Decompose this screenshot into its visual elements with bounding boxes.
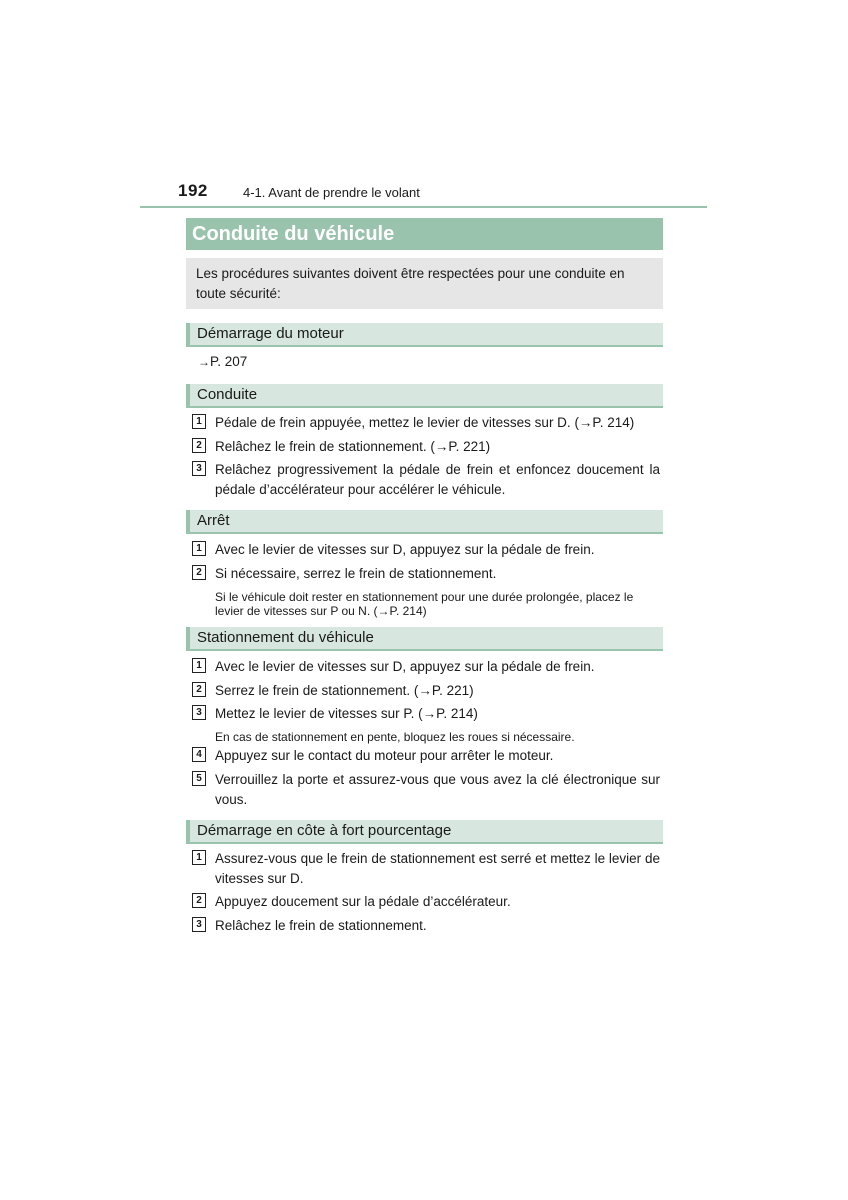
step-text: Verrouillez la porte et assurez-vous que vous avez la clé électronique sur vous. bbox=[215, 772, 660, 807]
step-item bbox=[192, 413, 660, 433]
page-header bbox=[178, 181, 658, 205]
step-text: Assurez-vous que le frein de stationnement est serré et mettez le levier de vitesses sur D. bbox=[215, 851, 660, 886]
step-number-badge: 3 bbox=[192, 705, 206, 720]
step-number-badge: 1 bbox=[192, 850, 206, 865]
step-text: Pédale de frein appuyée, mettez le levier de vitesses sur D. (→P. 214) bbox=[215, 415, 635, 430]
step-number-badge: 1 bbox=[192, 658, 206, 673]
section-heading-driving bbox=[186, 384, 663, 408]
step-number-badge: 1 bbox=[192, 541, 206, 556]
step-number-badge: 3 bbox=[192, 461, 206, 476]
section-heading-stop bbox=[186, 510, 663, 534]
section-title: Conduite bbox=[197, 386, 258, 403]
step-item bbox=[192, 704, 660, 724]
step-item bbox=[192, 564, 660, 584]
step-text: Serrez le frein de stationnement. (→P. 221) bbox=[215, 683, 474, 698]
header-divider bbox=[140, 206, 707, 208]
step-text: Avec le levier de vitesses sur D, appuyez sur la pédale de frein. bbox=[215, 542, 595, 557]
page-number: 192 bbox=[178, 181, 208, 200]
arrow-right-icon: → bbox=[198, 355, 210, 369]
step-number-badge: 2 bbox=[192, 565, 206, 580]
section-title: Stationnement du véhicule bbox=[197, 629, 374, 646]
page-reference bbox=[198, 353, 247, 371]
page-title-bar bbox=[186, 218, 663, 250]
step-text: Avec le levier de vitesses sur D, appuyez sur la pédale de frein. bbox=[215, 659, 595, 674]
step-note: En cas de stationnement en pente, bloquez les roues si nécessaire. bbox=[215, 730, 575, 744]
step-item bbox=[192, 770, 660, 810]
step-text: Appuyez doucement sur la pédale d’accélérateur. bbox=[215, 894, 511, 909]
reference-link[interactable]: P. 207 bbox=[210, 354, 248, 369]
step-text: Mettez le levier de vitesses sur P. (→P. 214) bbox=[215, 706, 478, 721]
step-text: Appuyez sur le contact du moteur pour arrêter le moteur. bbox=[215, 748, 554, 763]
intro-box bbox=[186, 258, 663, 309]
section-title: Démarrage du moteur bbox=[197, 325, 344, 342]
step-item bbox=[192, 460, 660, 500]
step-item bbox=[192, 681, 660, 701]
step-number-badge: 1 bbox=[192, 414, 206, 429]
step-item bbox=[192, 746, 660, 766]
section-heading-parking bbox=[186, 627, 663, 651]
step-item bbox=[192, 916, 660, 936]
step-text: Relâchez le frein de stationnement. bbox=[215, 918, 427, 933]
step-number-badge: 5 bbox=[192, 771, 206, 786]
step-number-badge: 3 bbox=[192, 917, 206, 932]
section-heading-engine-start bbox=[186, 323, 663, 347]
step-item bbox=[192, 540, 660, 560]
step-item bbox=[192, 437, 660, 457]
step-text: Si nécessaire, serrez le frein de stationnement. bbox=[215, 566, 497, 581]
intro-text: Les procédures suivantes doivent être respectées pour une conduite en toute sécurité: bbox=[196, 266, 625, 301]
section-heading-hill-start bbox=[186, 820, 663, 844]
step-item bbox=[192, 657, 660, 677]
step-number-badge: 4 bbox=[192, 747, 206, 762]
step-text: Relâchez progressivement la pédale de frein et enfoncez doucement la pédale d’accélérateur pour accélérer le véhicule. bbox=[215, 462, 660, 497]
step-note: Si le véhicule doit rester en stationnement pour une durée prolongée, placez le levier de vitesses sur P ou N. (→P. 214) bbox=[215, 590, 634, 618]
section-title: Démarrage en côte à fort pourcentage bbox=[197, 822, 452, 839]
step-item bbox=[192, 849, 660, 889]
step-item bbox=[192, 892, 660, 912]
step-number-badge: 2 bbox=[192, 438, 206, 453]
step-text: Relâchez le frein de stationnement. (→P. 221) bbox=[215, 439, 491, 454]
chapter-title: 4-1. Avant de prendre le volant bbox=[243, 185, 420, 200]
step-number-badge: 2 bbox=[192, 682, 206, 697]
section-title: Arrêt bbox=[197, 512, 230, 529]
page-title: Conduite du véhicule bbox=[192, 223, 395, 245]
step-number-badge: 2 bbox=[192, 893, 206, 908]
